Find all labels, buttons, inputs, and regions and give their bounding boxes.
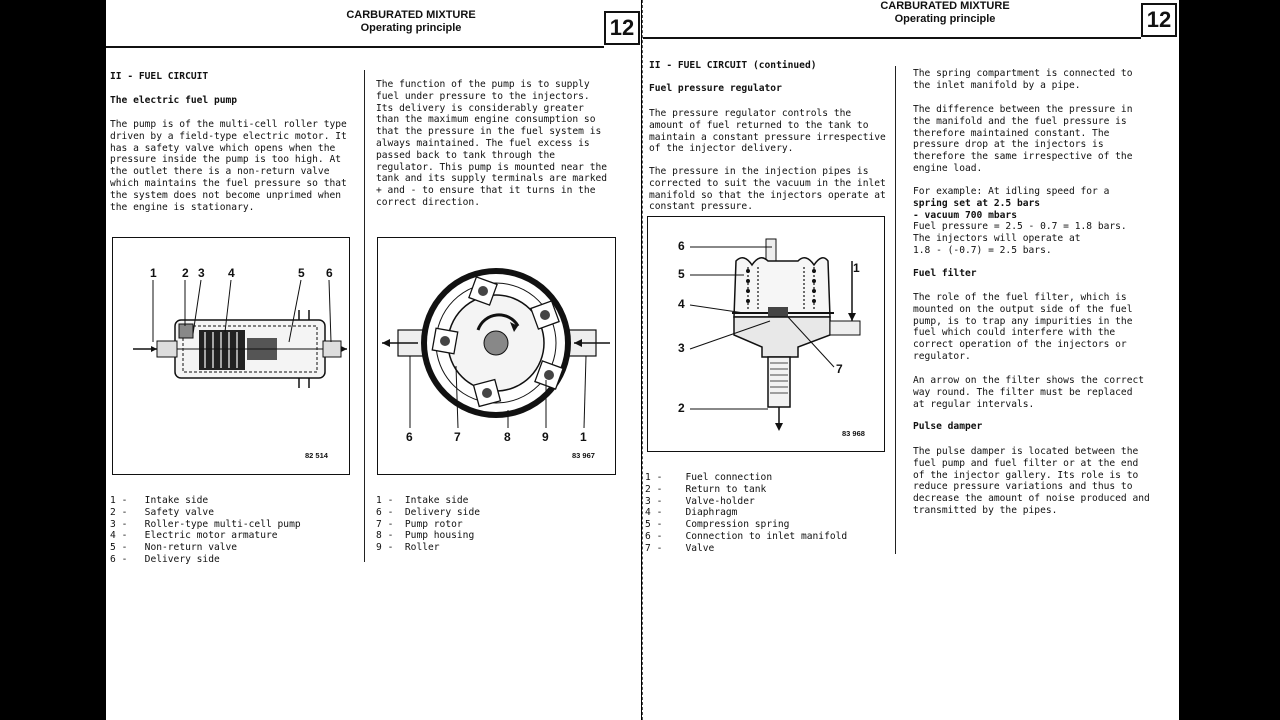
regulator-paragraph-1: The pressure regulator controls the amount of fuel returned to the tank to maintain a constant pressure irrespective of the injector delivery.: [649, 108, 886, 155]
subsection-title: The electric fuel pump: [110, 95, 238, 106]
legend-item: 7 - Valve: [645, 542, 715, 554]
right-page: [642, 0, 1179, 720]
legend-item: 6 - Delivery side: [376, 506, 480, 518]
figure-2-callout: 9: [542, 430, 549, 444]
legend-item: 1 - Intake side: [376, 495, 469, 506]
example-line: For example: At idling speed for a: [913, 186, 1110, 197]
left-page: [106, 0, 641, 720]
fuel-filter-paragraph: The role of the fuel filter, which is mounted on the output side of the fuel pump, is to trap any impurities in the fuel which could interfere with the correct operation of the injectors or regulator.: [913, 292, 1133, 362]
column-divider: [364, 70, 365, 562]
figure-2-callout: 8: [504, 430, 511, 444]
example-line: The injectors will operate at: [913, 233, 1081, 245]
legend-item: 6 - Delivery side: [110, 554, 220, 565]
figure-3-callout: 6: [678, 239, 685, 253]
pulse-damper-title: Pulse damper: [913, 421, 983, 432]
figure-code: 83 968: [842, 429, 865, 438]
example-line: Fuel pressure = 2.5 - 0.7 = 1.8 bars.: [913, 221, 1127, 233]
figure-1-callout: 3: [198, 266, 205, 280]
figure-3-callout: 1: [853, 261, 860, 275]
pump-paragraph-2: The function of the pump is to supply fuel under pressure to the injectors. Its delivery is considerably greater than the maximum engine consumption so that the pressure in the fuel system is always maintained. The fuel excess is passed back to tank through the regulator. This pump is mounted near the tank and its supply terminals are marked + and - to ensure that it turns in the correct direction.: [376, 79, 608, 208]
legend-item: 6 - Connection to inlet manifold: [645, 531, 848, 542]
figure-1-callout: 6: [326, 266, 333, 280]
legend-item: 1 - Intake side: [110, 495, 209, 506]
pump-paragraph-1: The pump is of the multi-cell roller type driven by a field-type electric motor. It has a safety valve which opens when the pressure inside the pump is too high. At the outlet there is a non-return valve which maintains the fuel pressure so that the system does not become unprimed when the engine is stationary.: [110, 119, 347, 213]
legend-item: 9 - Roller: [376, 542, 440, 554]
figure-1-callout: 4: [228, 266, 235, 280]
legend-item: 3 - Valve-holder: [645, 495, 755, 507]
pressure-difference-paragraph: The difference between the pressure in the manifold and the fuel pressure is therefore maintained constant. The pressure drop at the injectors is therefore the same irrespective of the engine load.: [913, 104, 1133, 174]
header-title: CARBURATED MIXTURE Operating principle: [301, 9, 521, 35]
figure-1-callout: 5: [298, 266, 305, 280]
header-rule: [643, 37, 1141, 39]
legend-item: 1 - Fuel connection: [645, 472, 773, 483]
legend-item: 5 - Compression spring: [645, 519, 790, 531]
figure-3-callout: 7: [836, 362, 843, 376]
header-subtitle: Operating principle: [894, 13, 996, 25]
section-title: II - FUEL CIRCUIT (continued): [649, 60, 817, 71]
section-title: II - FUEL CIRCUIT: [110, 71, 209, 82]
figure-3-callout: 3: [678, 341, 685, 355]
figure-3-callout: 4: [678, 297, 685, 311]
spring-paragraph: The spring compartment is connected to the inlet manifold by a pipe.: [913, 68, 1133, 91]
page-number: 12: [604, 11, 640, 45]
figure-fuel-pump: [112, 237, 350, 475]
column-divider: [895, 66, 896, 554]
figure-pump-rotor: [377, 237, 616, 475]
example-line: spring set at 2.5 bars: [913, 197, 1041, 209]
legend-item: 2 - Return to tank: [645, 483, 767, 495]
legend-item: 5 - Non-return valve: [110, 542, 238, 554]
legend-item: 3 - Roller-type multi-cell pump: [110, 518, 301, 530]
figure-3-callout: 2: [678, 401, 685, 415]
legend-item: 4 - Diaphragm: [645, 507, 738, 519]
pulse-damper-paragraph: The pulse damper is located between the fuel pump and fuel filter or at the end of the injector gallery. Its role is to reduce pressure variations and thus to decrease the amount of noise produced and transmitted by the pipes.: [913, 446, 1150, 516]
figure-1-callout: 2: [182, 266, 189, 280]
legend-item: 2 - Safety valve: [110, 506, 214, 518]
fuel-filter-title: Fuel filter: [913, 268, 977, 279]
figure-code: 83 967: [572, 451, 595, 460]
figure-1-callout: 1: [150, 266, 157, 280]
page-number: 12: [1141, 3, 1177, 37]
regulator-paragraph-2: The pressure in the injection pipes is corrected to suit the vacuum in the inlet manifold so that the injectors operate at constant pressure.: [649, 166, 886, 213]
legend-item: 8 - Pump housing: [376, 530, 475, 542]
example-line: - vacuum 700 mbars: [913, 209, 1017, 221]
figure-code: 82 514: [305, 451, 328, 460]
figure-2-callout: 7: [454, 430, 461, 444]
figure-pressure-regulator: [647, 216, 885, 452]
figure-2-callout: 6: [406, 430, 413, 444]
header-title: CARBURATED MIXTURE Operating principle: [835, 0, 1055, 26]
figure-3-callout: 5: [678, 267, 685, 281]
figure-2-callout: 1: [580, 430, 587, 444]
legend-item: 7 - Pump rotor: [376, 518, 463, 530]
subsection-title: Fuel pressure regulator: [649, 83, 782, 94]
filter-arrow-paragraph: An arrow on the filter shows the correct way round. The filter must be replaced at regular intervals.: [913, 375, 1145, 410]
legend-item: 4 - Electric motor armature: [110, 530, 278, 542]
example-line: 1.8 - (-0.7) = 2.5 bars.: [913, 245, 1052, 256]
header-rule: [106, 46, 604, 48]
header-subtitle: Operating principle: [360, 22, 462, 34]
